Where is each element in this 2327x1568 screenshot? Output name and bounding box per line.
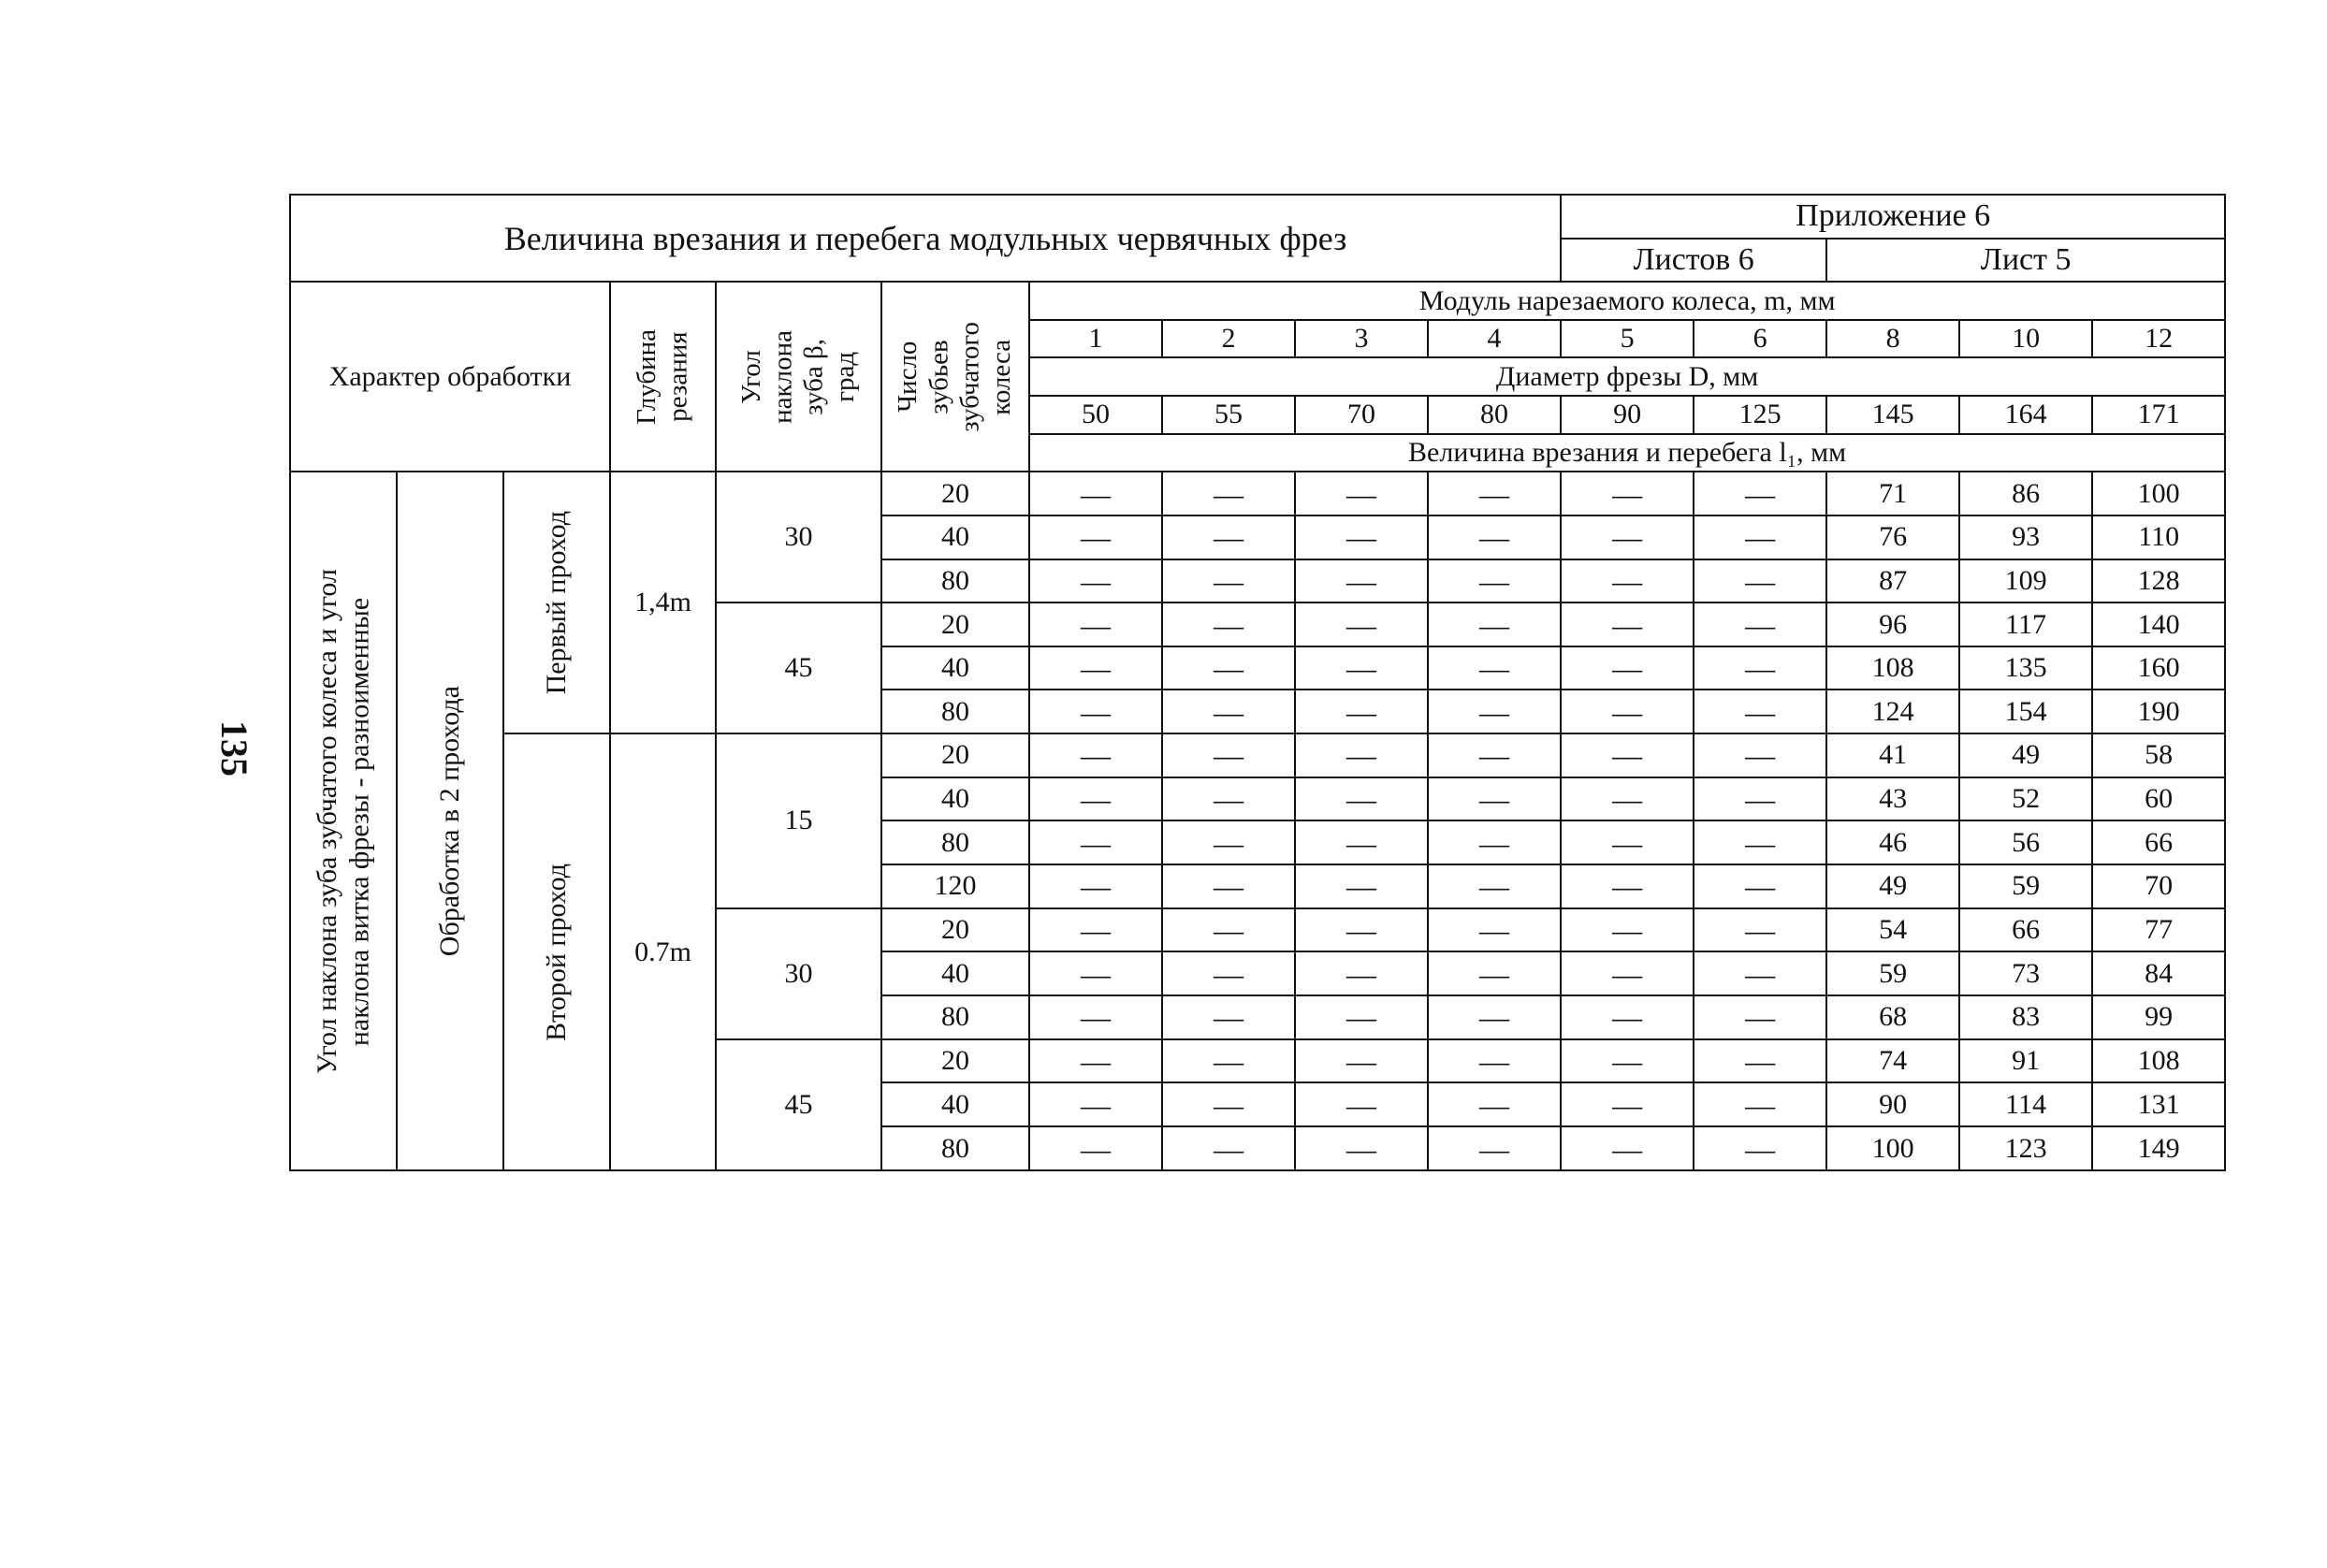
value-cell: — <box>1029 777 1162 821</box>
value-cell: — <box>1428 646 1561 690</box>
value-cell: 77 <box>2092 908 2225 952</box>
value-cell: — <box>1561 951 1694 995</box>
header-module: Модуль нарезаемого колеса, m, мм <box>1029 282 2225 320</box>
value-cell: 49 <box>1826 864 1959 908</box>
value-cell: — <box>1561 1039 1694 1083</box>
header-teeth: Число зубьев зубчатого колеса <box>881 282 1029 472</box>
teeth-cell: 40 <box>881 646 1029 690</box>
header-angle: Угол наклона зуба β, град <box>716 282 881 472</box>
diameter-cell: 90 <box>1561 396 1694 434</box>
value-cell: 60 <box>2092 777 2225 821</box>
value-cell: — <box>1694 472 1826 515</box>
value-cell: — <box>1029 603 1162 646</box>
value-cell: — <box>1561 472 1694 515</box>
value-cell: — <box>1162 864 1295 908</box>
value-cell: — <box>1694 995 1826 1039</box>
sheet-number: Лист 5 <box>1826 239 2225 283</box>
value-cell: — <box>1561 777 1694 821</box>
diameter-cell: 50 <box>1029 396 1162 434</box>
value-cell: — <box>1694 690 1826 733</box>
value-cell: — <box>1295 515 1428 559</box>
header-character: Характер обработки <box>290 282 610 472</box>
value-cell: 49 <box>1959 733 2092 777</box>
table-title: Величина врезания и перебега модульных червячных фрез <box>290 195 1561 282</box>
teeth-cell: 40 <box>881 777 1029 821</box>
value-cell: — <box>1561 1082 1694 1126</box>
value-cell: — <box>1428 690 1561 733</box>
teeth-cell: 40 <box>881 1082 1029 1126</box>
value-cell: — <box>1694 1039 1826 1083</box>
value-cell: — <box>1029 690 1162 733</box>
value-cell: 56 <box>1959 820 2092 864</box>
value-cell: — <box>1694 951 1826 995</box>
value-cell: — <box>1561 733 1694 777</box>
value-cell: — <box>1295 472 1428 515</box>
teeth-cell: 80 <box>881 820 1029 864</box>
value-cell: 123 <box>1959 1126 2092 1170</box>
module-cell: 2 <box>1162 320 1295 358</box>
diameter-cell: 55 <box>1162 396 1295 434</box>
page-number: 135 <box>213 720 256 777</box>
value-cell: — <box>1428 559 1561 603</box>
value-cell: — <box>1029 646 1162 690</box>
value-cell: — <box>1029 733 1162 777</box>
value-cell: 46 <box>1826 820 1959 864</box>
value-cell: — <box>1162 733 1295 777</box>
value-cell: — <box>1561 908 1694 952</box>
value-cell: 76 <box>1826 515 1959 559</box>
value-cell: 54 <box>1826 908 1959 952</box>
value-cell: — <box>1561 690 1694 733</box>
value-cell: 41 <box>1826 733 1959 777</box>
teeth-cell: 20 <box>881 472 1029 515</box>
module-cell: 1 <box>1029 320 1162 358</box>
value-cell: — <box>1162 1126 1295 1170</box>
value-cell: — <box>1295 1039 1428 1083</box>
value-cell: — <box>1162 908 1295 952</box>
value-cell: — <box>1162 472 1295 515</box>
diameter-cell: 171 <box>2092 396 2225 434</box>
value-cell: 66 <box>2092 820 2225 864</box>
value-cell: — <box>1295 995 1428 1039</box>
value-cell: — <box>1694 777 1826 821</box>
value-cell: 149 <box>2092 1126 2225 1170</box>
teeth-cell: 80 <box>881 1126 1029 1170</box>
value-cell: — <box>1162 1082 1295 1126</box>
angle-cell: 30 <box>716 908 881 1039</box>
value-cell: — <box>1029 472 1162 515</box>
depth-cell: 1,4m <box>610 472 716 733</box>
teeth-cell: 20 <box>881 733 1029 777</box>
diameter-cell: 70 <box>1295 396 1428 434</box>
value-cell: 59 <box>1959 864 2092 908</box>
teeth-cell: 40 <box>881 515 1029 559</box>
value-cell: 70 <box>2092 864 2225 908</box>
value-cell: 108 <box>1826 646 1959 690</box>
value-cell: — <box>1029 820 1162 864</box>
value-cell: — <box>1694 733 1826 777</box>
diameter-cell: 125 <box>1694 396 1826 434</box>
value-cell: — <box>1162 690 1295 733</box>
teeth-cell: 120 <box>881 864 1029 908</box>
value-cell: — <box>1428 472 1561 515</box>
value-cell: 109 <box>1959 559 2092 603</box>
value-cell: 100 <box>1826 1126 1959 1170</box>
header-value: Величина врезания и перебега l₁, мм <box>1029 434 2225 472</box>
value-cell: 52 <box>1959 777 2092 821</box>
value-cell: — <box>1029 515 1162 559</box>
value-cell: — <box>1029 1082 1162 1126</box>
module-cell: 6 <box>1694 320 1826 358</box>
teeth-cell: 80 <box>881 690 1029 733</box>
label-second-pass: Второй проход <box>503 733 610 1170</box>
value-cell: — <box>1561 646 1694 690</box>
value-cell: — <box>1561 995 1694 1039</box>
value-cell: 86 <box>1959 472 2092 515</box>
value-cell: — <box>1162 820 1295 864</box>
value-cell: — <box>1428 864 1561 908</box>
value-cell: 128 <box>2092 559 2225 603</box>
teeth-cell: 20 <box>881 603 1029 646</box>
value-cell: — <box>1295 1126 1428 1170</box>
value-cell: — <box>1428 1082 1561 1126</box>
module-cell: 12 <box>2092 320 2225 358</box>
value-cell: — <box>1428 995 1561 1039</box>
header-diameter: Диаметр фрезы D, мм <box>1029 357 2225 396</box>
value-cell: — <box>1162 777 1295 821</box>
value-cell: 87 <box>1826 559 1959 603</box>
value-cell: 99 <box>2092 995 2225 1039</box>
value-cell: 83 <box>1959 995 2092 1039</box>
value-cell: — <box>1029 995 1162 1039</box>
value-cell: — <box>1561 603 1694 646</box>
value-cell: — <box>1029 1039 1162 1083</box>
value-cell: 117 <box>1959 603 2092 646</box>
value-cell: — <box>1428 951 1561 995</box>
value-cell: — <box>1561 1126 1694 1170</box>
value-cell: 154 <box>1959 690 2092 733</box>
teeth-cell: 40 <box>881 951 1029 995</box>
value-cell: — <box>1295 733 1428 777</box>
value-cell: 190 <box>2092 690 2225 733</box>
value-cell: — <box>1561 559 1694 603</box>
value-cell: — <box>1694 908 1826 952</box>
module-cell: 8 <box>1826 320 1959 358</box>
value-cell: 93 <box>1959 515 2092 559</box>
table-row <box>290 472 2225 515</box>
value-cell: 90 <box>1826 1082 1959 1126</box>
data-table <box>289 194 2226 1171</box>
sheets-total: Листов 6 <box>1561 239 1826 283</box>
value-cell: 59 <box>1826 951 1959 995</box>
table-row <box>290 733 2225 777</box>
appendix-label: Приложение 6 <box>1561 195 2225 239</box>
value-cell: 91 <box>1959 1039 2092 1083</box>
value-cell: — <box>1029 908 1162 952</box>
module-cell: 4 <box>1428 320 1561 358</box>
label-opposite-angles: Угол наклона зуба зубчатого колеса и угол наклона витка фрезы - разноименные <box>290 472 397 1170</box>
value-cell: 108 <box>2092 1039 2225 1083</box>
value-cell: — <box>1694 1126 1826 1170</box>
value-cell: 131 <box>2092 1082 2225 1126</box>
value-cell: 58 <box>2092 733 2225 777</box>
module-cell: 10 <box>1959 320 2092 358</box>
value-cell: — <box>1295 951 1428 995</box>
value-cell: — <box>1295 690 1428 733</box>
value-cell: 110 <box>2092 515 2225 559</box>
value-cell: 96 <box>1826 603 1959 646</box>
value-cell: — <box>1162 646 1295 690</box>
value-cell: — <box>1162 603 1295 646</box>
diameter-cell: 164 <box>1959 396 2092 434</box>
value-cell: — <box>1295 820 1428 864</box>
value-cell: — <box>1029 559 1162 603</box>
value-cell: — <box>1428 1039 1561 1083</box>
value-cell: — <box>1162 951 1295 995</box>
angle-cell: 15 <box>716 733 881 908</box>
teeth-cell: 80 <box>881 559 1029 603</box>
value-cell: — <box>1561 864 1694 908</box>
value-cell: 160 <box>2092 646 2225 690</box>
value-cell: — <box>1029 1126 1162 1170</box>
value-cell: — <box>1694 1082 1826 1126</box>
angle-cell: 45 <box>716 603 881 733</box>
value-cell: — <box>1295 908 1428 952</box>
value-cell: 135 <box>1959 646 2092 690</box>
diameter-cell: 80 <box>1428 396 1561 434</box>
value-cell: 84 <box>2092 951 2225 995</box>
value-cell: — <box>1694 864 1826 908</box>
angle-cell: 30 <box>716 472 881 603</box>
value-cell: — <box>1694 646 1826 690</box>
header-depth: Глубина резания <box>610 282 716 472</box>
value-cell: — <box>1561 820 1694 864</box>
value-cell: 100 <box>2092 472 2225 515</box>
value-cell: — <box>1295 559 1428 603</box>
value-cell: — <box>1295 646 1428 690</box>
value-cell: — <box>1162 515 1295 559</box>
value-cell: — <box>1428 1126 1561 1170</box>
value-cell: — <box>1162 1039 1295 1083</box>
value-cell: — <box>1029 864 1162 908</box>
value-cell: — <box>1428 820 1561 864</box>
value-cell: 73 <box>1959 951 2092 995</box>
angle-cell: 45 <box>716 1039 881 1170</box>
value-cell: — <box>1428 908 1561 952</box>
value-cell: — <box>1162 559 1295 603</box>
teeth-cell: 20 <box>881 1039 1029 1083</box>
value-cell: 68 <box>1826 995 1959 1039</box>
value-cell: 71 <box>1826 472 1959 515</box>
value-cell: 114 <box>1959 1082 2092 1126</box>
value-cell: 43 <box>1826 777 1959 821</box>
value-cell: — <box>1295 777 1428 821</box>
value-cell: 74 <box>1826 1039 1959 1083</box>
value-cell: 140 <box>2092 603 2225 646</box>
value-cell: — <box>1694 559 1826 603</box>
diameter-cell: 145 <box>1826 396 1959 434</box>
value-cell: — <box>1428 777 1561 821</box>
value-cell: 66 <box>1959 908 2092 952</box>
module-cell: 3 <box>1295 320 1428 358</box>
value-cell: — <box>1295 1082 1428 1126</box>
value-cell: — <box>1029 951 1162 995</box>
value-cell: — <box>1694 603 1826 646</box>
value-cell: — <box>1295 603 1428 646</box>
value-cell: — <box>1428 733 1561 777</box>
value-cell: — <box>1295 864 1428 908</box>
module-cell: 5 <box>1561 320 1694 358</box>
value-cell: — <box>1428 603 1561 646</box>
value-cell: — <box>1694 820 1826 864</box>
value-cell: — <box>1694 515 1826 559</box>
value-cell: — <box>1428 515 1561 559</box>
value-cell: — <box>1162 995 1295 1039</box>
label-two-passes: Обработка в 2 прохода <box>397 472 503 1170</box>
value-cell: — <box>1561 515 1694 559</box>
teeth-cell: 20 <box>881 908 1029 952</box>
depth-cell: 0.7m <box>610 733 716 1170</box>
value-cell: 124 <box>1826 690 1959 733</box>
label-first-pass: Первый проход <box>503 472 610 733</box>
teeth-cell: 80 <box>881 995 1029 1039</box>
